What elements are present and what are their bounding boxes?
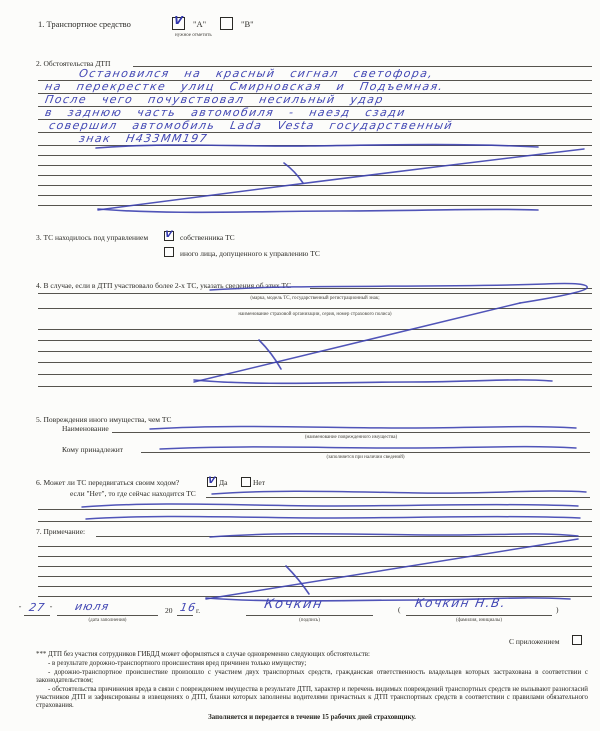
year-prefix: 20 [165, 606, 173, 615]
signature-underline [246, 615, 373, 616]
ruled-line [206, 497, 590, 498]
year-handwritten: 16 [179, 601, 198, 614]
ruled-line [38, 509, 592, 510]
strike-section7-bottom [206, 598, 570, 601]
paren-close: ) [556, 605, 559, 614]
name-handwritten: Кочкин Н.В. [414, 596, 508, 610]
year-suffix: г. [196, 606, 201, 615]
month-handwritten: июля [74, 600, 111, 613]
strike-section7-tick [286, 566, 309, 594]
ruled-line [38, 521, 592, 522]
month-underline [57, 615, 158, 616]
ruled-line [38, 374, 592, 375]
ruled-line [38, 386, 592, 387]
strike-section6-line1 [212, 491, 586, 494]
other-person-checkbox [164, 247, 174, 257]
handwritten-line: совершил автомобиль Lada Vesta государственный [48, 119, 455, 132]
strike-section6-line3 [86, 516, 580, 519]
check-icon: V [164, 230, 173, 240]
ruled-line [38, 329, 592, 330]
owner-option-label: собственника ТС [180, 233, 235, 242]
strike-section7-diagonal [206, 539, 578, 599]
can-move-label: 6. Может ли ТС передвигаться своим ходом? [36, 478, 180, 487]
damaged-property-caption: (наименование поврежденного имущества) [304, 435, 398, 440]
yes-label: Да [219, 478, 228, 487]
strike-section4-tick [259, 340, 281, 369]
strike-section2-tick [284, 163, 303, 183]
ruled-line [141, 452, 590, 453]
vehicle-info-caption: (марка, модель ТС, государственный регистрационный знак; [250, 296, 380, 301]
where-located-label: если "Нет", то где сейчас находится ТС [70, 489, 196, 498]
signature-caption: (подпись) [299, 618, 320, 623]
fill-if-known-caption: (заполняется при наличии сведений) [326, 455, 405, 460]
strike-section6-line2 [82, 504, 578, 507]
ruled-line [38, 566, 592, 567]
strike-section2-diagonal [98, 149, 584, 210]
notes-label: 7. Примечание: [36, 527, 86, 536]
owner-checkbox [164, 231, 174, 241]
footnote-line: *** ДТП без участия сотрудников ГИБДД может оформляться в случае одновременно следующих обстоятельств: [36, 651, 370, 658]
yes-checkbox [207, 477, 217, 487]
ruled-line [38, 195, 592, 196]
more-vehicles-label: 4. В случае, если в ДТП участвовало более 2-х ТС, указать сведения об этих ТС [36, 281, 292, 290]
day-handwritten: 27 [28, 601, 47, 614]
check-icon: V [173, 14, 184, 27]
ruled-line [38, 165, 592, 166]
footnote-line: - дорожно-транспортное происшествие произошло с участием двух транспортных средств, гражданская ответственность владельцев которых застрахована в соответствии с законодательством; [36, 669, 588, 685]
vehicle-a-label: "А" [193, 19, 207, 29]
property-name-label: Наименование [62, 424, 109, 433]
fill-date-caption: (дата заполнения) [88, 618, 127, 623]
vehicle-section-label: 1. Транспортное средство [38, 19, 131, 29]
handwritten-line: в заднюю часть автомобиля - наезд сзади [44, 106, 407, 119]
vehicle-b-label: "В" [241, 19, 254, 29]
property-owner-label: Кому принадлежит [62, 445, 124, 454]
ruled-line [38, 362, 592, 363]
submit-deadline-note: Заполняется и передается в течение 15 рабочих дней страховщику. [208, 714, 416, 722]
signature-handwritten: Кочкин [263, 597, 325, 612]
strike-section5-owner [160, 447, 576, 449]
other-person-option-label: иного лица, допущенного к управлению ТС [180, 249, 320, 258]
handwritten-line: на перекрестке улиц Смирновская и Подъемная. [44, 80, 445, 93]
strike-section4-bottom [194, 380, 552, 383]
circumstances-label: 2. Обстоятельства ДТП [36, 59, 111, 68]
quote-mark: " [50, 606, 53, 612]
ruled-line [112, 432, 590, 433]
ruled-line [38, 340, 592, 341]
ruled-line [38, 145, 592, 146]
handwritten-line: Остановился на красный сигнал светофора, [78, 67, 435, 80]
strike-section2-bottom [98, 209, 538, 212]
no-label: Нет [253, 478, 266, 487]
vehicle-a-checkbox [172, 14, 185, 30]
check-icon: V [207, 476, 216, 486]
ruled-line [38, 205, 592, 206]
footnote-line: - обстоятельства причинения вреда в связи с повреждением имущества в результате ДТП, характер и перечень видимых повреждений транспортных средств не вызывают разногласий участников ДТП и зафиксированы в извещениях о ДТП, бланки которых заполнены водителями причастных к ДТП транспортных средств в соответствии с правилами обязательного страхования. [36, 686, 588, 709]
ruled-line [38, 185, 592, 186]
ruled-line [38, 351, 592, 352]
insurer-info-caption: наименование страховой организации, серия, номер страхового полиса) [238, 312, 392, 317]
paren-open: ( [398, 605, 401, 614]
footnote-block [36, 651, 588, 724]
vehicle-b-checkbox [220, 17, 233, 30]
name-caption: (фамилия, инициалы) [455, 618, 503, 623]
mark-needed-caption: нужное отметить [175, 33, 212, 38]
attachment-label: С приложением [509, 637, 560, 646]
driver-section-label: 3. ТС находилось под управлением [36, 233, 149, 242]
footnote-line: - в результате дорожно-транспортного происшествия вред причинен только имуществу; [48, 660, 307, 668]
ruled-line [38, 308, 592, 309]
ruled-line [96, 536, 592, 537]
attachment-checkbox [572, 635, 582, 645]
ruled-line [38, 556, 592, 557]
year-underline [177, 615, 193, 616]
ruled-line [38, 546, 592, 547]
handwritten-line: После чего почувствовал несильный удар [44, 93, 385, 106]
no-checkbox [241, 477, 251, 487]
strike-section5-name [150, 426, 576, 429]
name-underline [406, 615, 552, 616]
property-damage-label: 5. Повреждения иного имущества, чем ТС [36, 415, 172, 424]
ruled-line [38, 293, 592, 294]
handwritten-line: знак Н433ММ197 [78, 132, 210, 145]
ruled-line [38, 576, 592, 577]
ruled-line [38, 175, 592, 176]
ruled-line [38, 155, 592, 156]
ruled-line [310, 288, 592, 289]
day-underline [24, 615, 50, 616]
quote-mark: " [19, 606, 22, 612]
ruled-line [38, 586, 592, 587]
